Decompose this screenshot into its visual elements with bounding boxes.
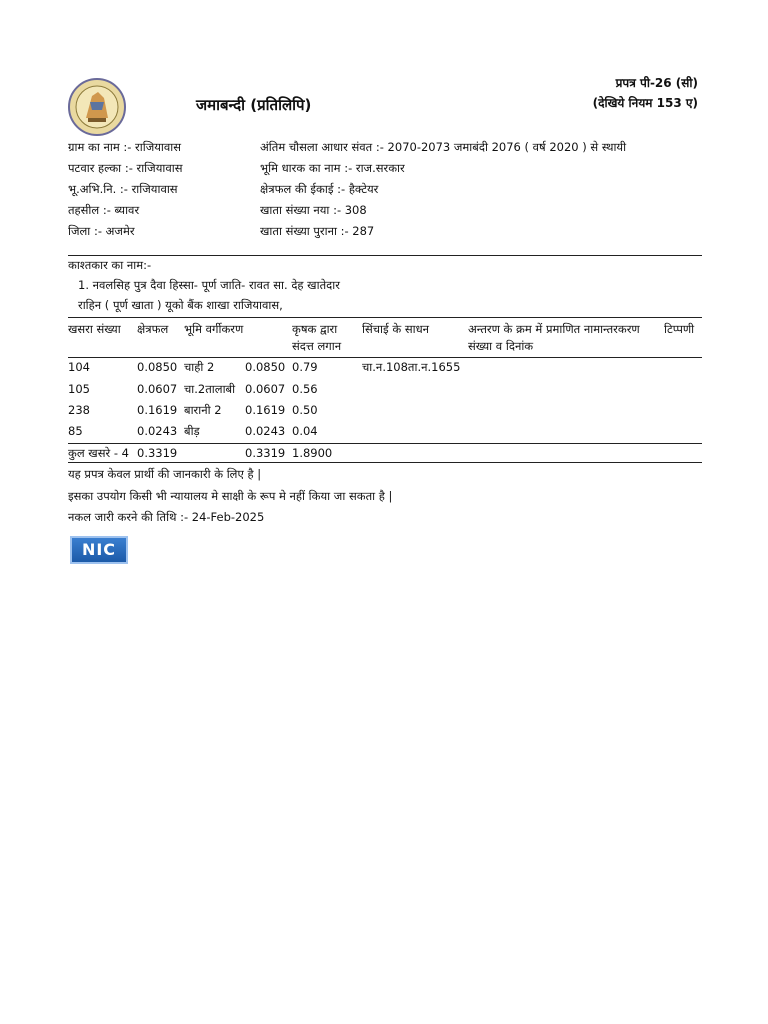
cell-area: 0.0607 <box>137 382 178 396</box>
cell-class-name: चा.2तालाबी <box>184 382 236 396</box>
patwar-halka: पटवार हल्का :- राजियावास <box>68 161 183 175</box>
header-rent-line1: कृषक द्वारा <box>292 322 338 336</box>
area-unit: क्षेत्रफल की ईकाई :- हैक्टेयर <box>260 182 379 196</box>
cell-rent: 0.04 <box>292 424 318 438</box>
cell-khasra: 104 <box>68 360 90 374</box>
cell-khasra: 85 <box>68 424 83 438</box>
header-khasra: खसरा संख्या <box>68 322 121 336</box>
header-rent <box>292 321 341 355</box>
cell-khasra: 105 <box>68 382 90 396</box>
total-rent: 1.8900 <box>292 446 333 460</box>
note-not-for-court: इसका उपयोग किसी भी न्यायालय मे साक्षी के रूप मे नहीं किया जा सकता है | <box>68 489 393 503</box>
cell-area: 0.1619 <box>137 403 178 417</box>
header-transfer-line2: संख्या व दिनांक <box>468 339 534 353</box>
cell-rent: 0.79 <box>292 360 318 374</box>
district: जिला :- अजमेर <box>68 224 135 238</box>
total-class-area: 0.3319 <box>245 446 286 460</box>
divider <box>68 255 702 256</box>
header-transfer-line1: अन्तरण के क्रम में प्रमाणित नामान्तरकरण <box>468 322 640 336</box>
cell-class-area: 0.0607 <box>245 382 286 396</box>
cell-area: 0.0243 <box>137 424 178 438</box>
header-remarks: टिप्पणी <box>664 322 695 336</box>
village-info-left <box>68 137 183 242</box>
cell-khasra: 238 <box>68 403 90 417</box>
table-total-border <box>68 443 702 444</box>
cell-class-area: 0.0243 <box>245 424 286 438</box>
cell-class-name: बारानी 2 <box>184 403 222 417</box>
cell-rent: 0.56 <box>292 382 318 396</box>
header-transfer <box>468 321 640 355</box>
land-holder-name: भूमि धारक का नाम :- राज.सरकार <box>260 161 405 175</box>
header-irrigation: सिंचाई के साधन <box>362 322 430 336</box>
account-number-old: खाता संख्या पुराना :- 287 <box>260 224 375 238</box>
account-number-new: खाता संख्या नया :- 308 <box>260 203 367 217</box>
tehsil: तहसील :- ब्यावर <box>68 203 140 217</box>
cell-class-area: 0.1619 <box>245 403 286 417</box>
land-record-inspector: भू.अभि.नि. :- राजियावास <box>68 182 178 196</box>
cell-irrigation: चा.न.108ता.न.1655 <box>362 360 461 374</box>
rule-reference: (देखिये नियम 153 ए) <box>592 96 698 110</box>
header-area: क्षेत्रफल <box>137 322 169 336</box>
cell-class-name: चाही 2 <box>184 360 215 374</box>
account-info-right <box>260 137 626 242</box>
cell-class-area: 0.0850 <box>245 360 286 374</box>
cultivator-detail-line1: 1. नवलसिह पुत्र दैवा हिस्सा- पूर्ण जाति- रावत सा. देह खातेदार <box>78 278 340 292</box>
note-information-only: यह प्रपत्र केवल प्रार्थी की जानकारी के लिए है | <box>68 467 262 481</box>
table-header-border <box>68 357 702 358</box>
cell-rent: 0.50 <box>292 403 318 417</box>
total-area: 0.3319 <box>137 446 178 460</box>
cultivator-detail-line2: राहिन ( पूर्ण खाता ) यूको बैंक शाखा राजियावास, <box>78 298 283 312</box>
form-number: प्रपत्र पी-26 (सी) <box>615 76 698 90</box>
rajasthan-emblem-logo <box>68 78 126 136</box>
table-bottom-border <box>68 462 702 463</box>
settlement-basis: अंतिम चौसला आधार संवत :- 2070-2073 जमाबंदी 2076 ( वर्ष 2020 ) से स्थायी <box>260 140 627 154</box>
page-title: जमाबन्दी (प्रतिलिपि) <box>196 96 312 114</box>
village-name: ग्राम का नाम :- राजियावास <box>68 140 182 154</box>
table-top-border <box>68 317 702 318</box>
cell-class-name: बीड़ <box>184 424 200 438</box>
issue-date: नकल जारी करने की तिथि :- 24-Feb-2025 <box>68 510 265 524</box>
cultivator-heading: काश्तकार का नाम:- <box>68 258 152 272</box>
header-rent-line2: संदत्त लगान <box>292 339 342 353</box>
header-classification: भूमि वर्गीकरण <box>184 322 244 336</box>
total-label: कुल खसरे - 4 <box>68 446 129 460</box>
cell-area: 0.0850 <box>137 360 178 374</box>
nic-logo: NIC <box>70 536 128 564</box>
